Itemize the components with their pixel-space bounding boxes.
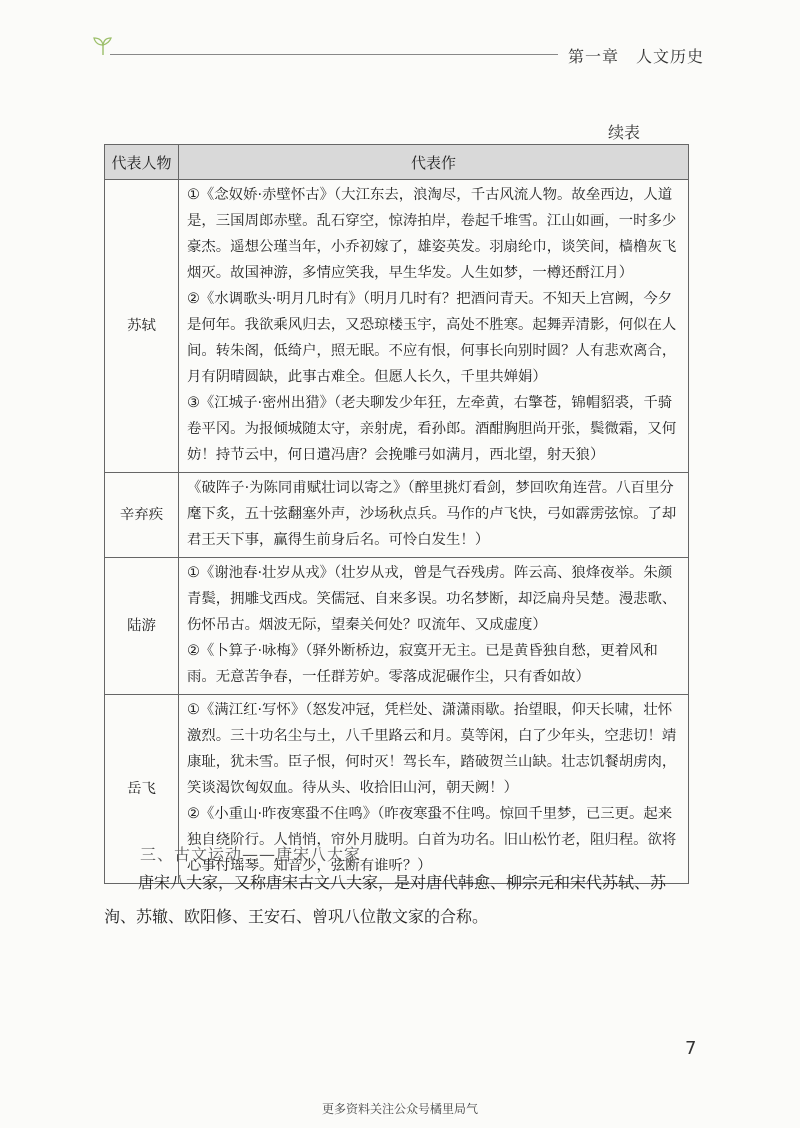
work-entry: ②《卜算子·咏梅》（驿外断桥边，寂寞开无主。已是黄昏独自愁，更着风和雨。无意苦争春，一任群芳妒。零落成泥碾作尘，只有香如故） xyxy=(187,643,658,685)
person-cell: 岳飞 xyxy=(105,695,179,884)
person-cell: 陆游 xyxy=(105,558,179,695)
sprout-icon xyxy=(92,36,114,56)
chapter-title: 第一章 人文历史 xyxy=(568,47,705,66)
footer-note: 更多资料关注公众号橘里局气 xyxy=(321,1102,478,1116)
work-entry: ①《满江红·写怀》（怒发冲冠，凭栏处、潇潇雨歇。抬望眼，仰天长啸，壮怀激烈。三十功名尘与土，八千里路云和月。莫等闲，白了少年头，空悲切！靖康耻，犹未雪。臣子恨，何时灭！驾长车，踏破贺兰山缺。壮志饥餐胡虏肉，笑谈渴饮匈奴血。待从头、收拾旧山河，朝天阙！） xyxy=(187,702,677,796)
work-entry: ①《谢池春·壮岁从戎》（壮岁从戎，曾是气吞残虏。阵云高、狼烽夜举。朱颜青鬓，拥雕戈西戍。笑儒冠、自来多误。功名梦断，却泛扁舟吴楚。漫悲歌、伤怀吊古。烟波无际，望秦关何处？叹流年、又成虚度） xyxy=(187,565,677,633)
section-heading: 三、古文运动——唐宋八大家 xyxy=(140,845,362,864)
work-entry: 《破阵子·为陈同甫赋壮词以寄之》（醉里挑灯看剑，梦回吹角连营。八百里分麾下炙，五十弦翻塞外声，沙场秋点兵。马作的卢飞快，弓如霹雳弦惊。了却君王天下事，赢得生前身后名。可怜白发生！） xyxy=(187,480,677,548)
page-number: 7 xyxy=(685,1038,697,1059)
table-row xyxy=(105,180,689,473)
works-cell xyxy=(179,180,689,473)
table-row xyxy=(105,558,689,695)
column-header-person: 代表人物 xyxy=(105,145,179,180)
continued-label: 续表 xyxy=(608,123,641,142)
person-cell: 苏轼 xyxy=(105,180,179,473)
header-divider xyxy=(110,54,558,55)
work-entry: ②《水调歌头·明月几时有》（明月几时有？把酒问青天。不知天上宫阙，今夕是何年。我欲乘风归去，又恐琼楼玉宇，高处不胜寒。起舞弄清影，何似在人间。转朱阁，低绮户，照无眠。不应有恨，何事长向别时圆？人有悲欢离合，月有阴晴圆缺，此事古难全。但愿人长久，千里共婵娟） xyxy=(187,291,677,385)
representative-works-table xyxy=(104,144,689,884)
table-row xyxy=(105,473,689,558)
table-header-row xyxy=(105,145,689,180)
work-entry: ①《念奴娇·赤壁怀古》（大江东去，浪淘尽，千古风流人物。故垒西边，人道是，三国周郎赤壁。乱石穿空，惊涛拍岸，卷起千堆雪。江山如画，一时多少豪杰。遥想公瑾当年，小乔初嫁了，雄姿英发。羽扇纶巾，谈笑间，樯橹灰飞烟灭。故国神游，多情应笑我，早生华发。人生如梦，一樽还酹江月） xyxy=(187,187,677,281)
work-entry: ③《江城子·密州出猎》（老夫聊发少年狂，左牵黄，右擎苍，锦帽貂裘，千骑卷平冈。为报倾城随太守，亲射虎，看孙郎。酒酣胸胆尚开张，鬓微霜，又何妨！持节云中，何日遣冯唐？会挽雕弓如满月，西北望，射天狼） xyxy=(187,395,677,463)
works-cell xyxy=(179,558,689,695)
section-body: 唐宋八大家，又称唐宋古文八大家，是对唐代韩愈、柳宗元和宋代苏轼、苏洵、苏辙、欧阳修、王安石、曾巩八位散文家的合称。 xyxy=(104,873,667,926)
person-cell: 辛弃疾 xyxy=(105,473,179,558)
page-header xyxy=(0,0,800,80)
work-entry: ②《小重山·昨夜寒蛩不住鸣》（昨夜寒蛩不住鸣。惊回千里梦，已三更。起来独自绕阶行。人悄悄，帘外月胧明。白首为功名。旧山松竹老，阻归程。欲将心事付瑶琴。知音少，弦断有谁听？） xyxy=(187,806,677,874)
works-cell xyxy=(179,473,689,558)
column-header-works: 代表作 xyxy=(179,145,689,180)
